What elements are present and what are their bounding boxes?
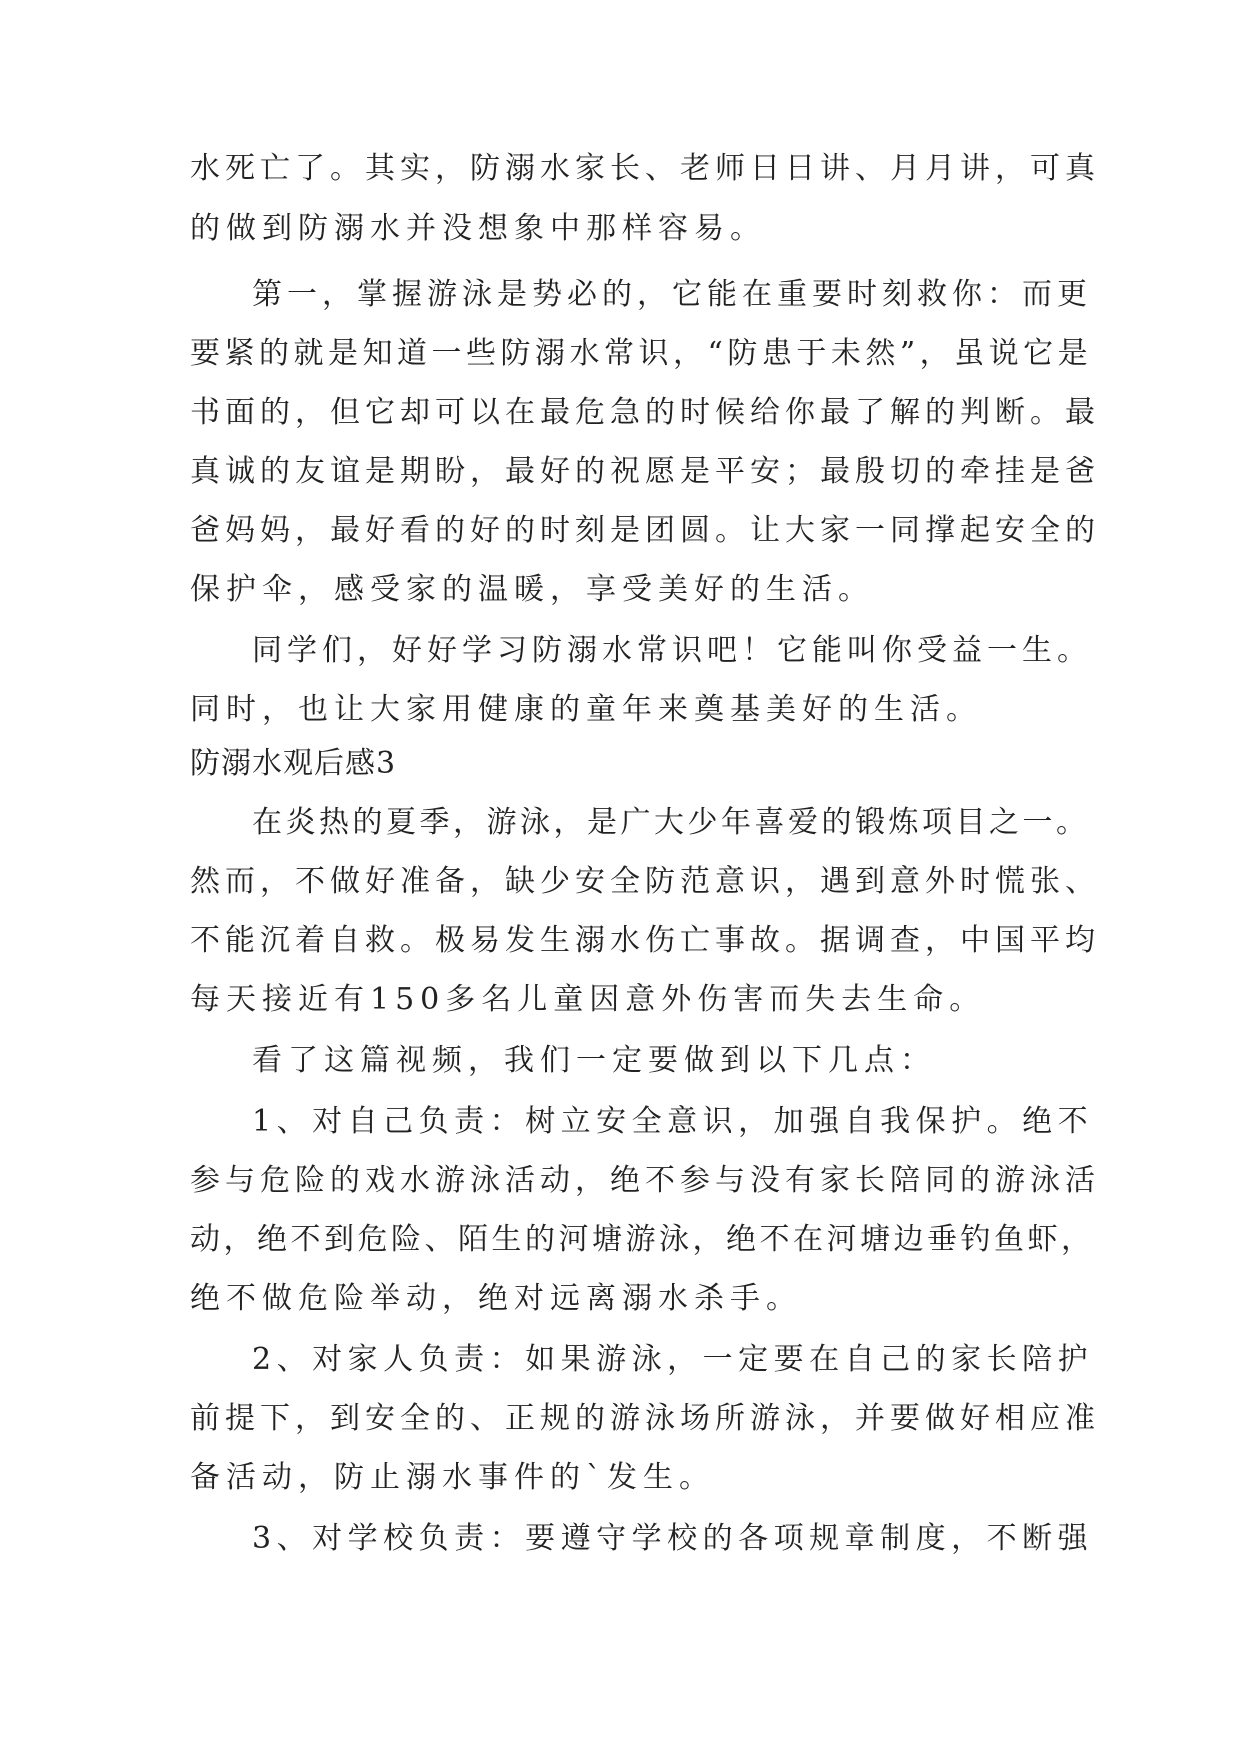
text-line: 同时，也让大家用健康的童年来奠基美好的生活。 — [190, 692, 982, 727]
text-line: 备活动，防止溺水事件的`发生。 — [190, 1460, 715, 1495]
paragraph-first-line: 2、对家人负责：如果游泳，一定要在自己的家长陪护 — [252, 1342, 1094, 1377]
text-line: 前提下，到安全的、正规的游泳场所游泳，并要做好相应准 — [190, 1401, 1100, 1436]
text-line: 不能沉着自救。极易发生溺水伤亡事故。据调查，中国平均 — [190, 923, 1100, 958]
text-line: 要紧的就是知道一些防溺水常识，“防患于未然”，虽说它是 — [190, 336, 1093, 371]
text-line: 保护伞，感受家的温暖，享受美好的生活。 — [190, 572, 874, 607]
paragraph-first-line: 看了这篇视频，我们一定要做到以下几点： — [252, 1043, 936, 1078]
paragraph-first-line: 第一，掌握游泳是势必的，它能在重要时刻救你：而更 — [252, 277, 1092, 312]
text-line: 的做到防溺水并没想象中那样容易。 — [190, 211, 766, 246]
text-line: 真诚的友谊是期盼，最好的祝愿是平安；最殷切的牵挂是爸 — [190, 454, 1100, 489]
text-line: 然而，不做好准备，缺少安全防范意识，遇到意外时慌张、 — [190, 864, 1100, 899]
paragraph-first-line: 同学们，好好学习防溺水常识吧！它能叫你受益一生。 — [252, 633, 1092, 668]
text-line: 绝不做危险举动，绝对远离溺水杀手。 — [190, 1281, 802, 1316]
paragraph-first-line: 在炎热的夏季，游泳，是广大少年喜爱的锻炼项目之一。 — [252, 805, 1090, 840]
paragraph-first-line: 3、对学校负责：要遵守学校的各项规章制度，不断强 — [252, 1521, 1094, 1556]
text-line: 参与危险的戏水游泳活动，绝不参与没有家长陪同的游泳活 — [190, 1163, 1100, 1198]
text-line: 爸妈妈，最好看的好的时刻是团圆。让大家一同撑起安全的 — [190, 513, 1100, 548]
text-line: 动，绝不到危险、陌生的河塘游泳，绝不在河塘边垂钓鱼虾， — [190, 1222, 1095, 1257]
text-line: 水死亡了。其实，防溺水家长、老师日日讲、月月讲，可真 — [190, 151, 1100, 186]
paragraph-first-line: 1、对自己负责：树立安全意识，加强自我保护。绝不 — [252, 1104, 1094, 1139]
section-heading: 防溺水观后感3 — [190, 746, 397, 781]
text-line: 每天接近有150多名儿童因意外伤害而失去生命。 — [190, 982, 986, 1017]
text-line: 书面的，但它却可以在最危急的时候给你最了解的判断。最 — [190, 395, 1100, 430]
